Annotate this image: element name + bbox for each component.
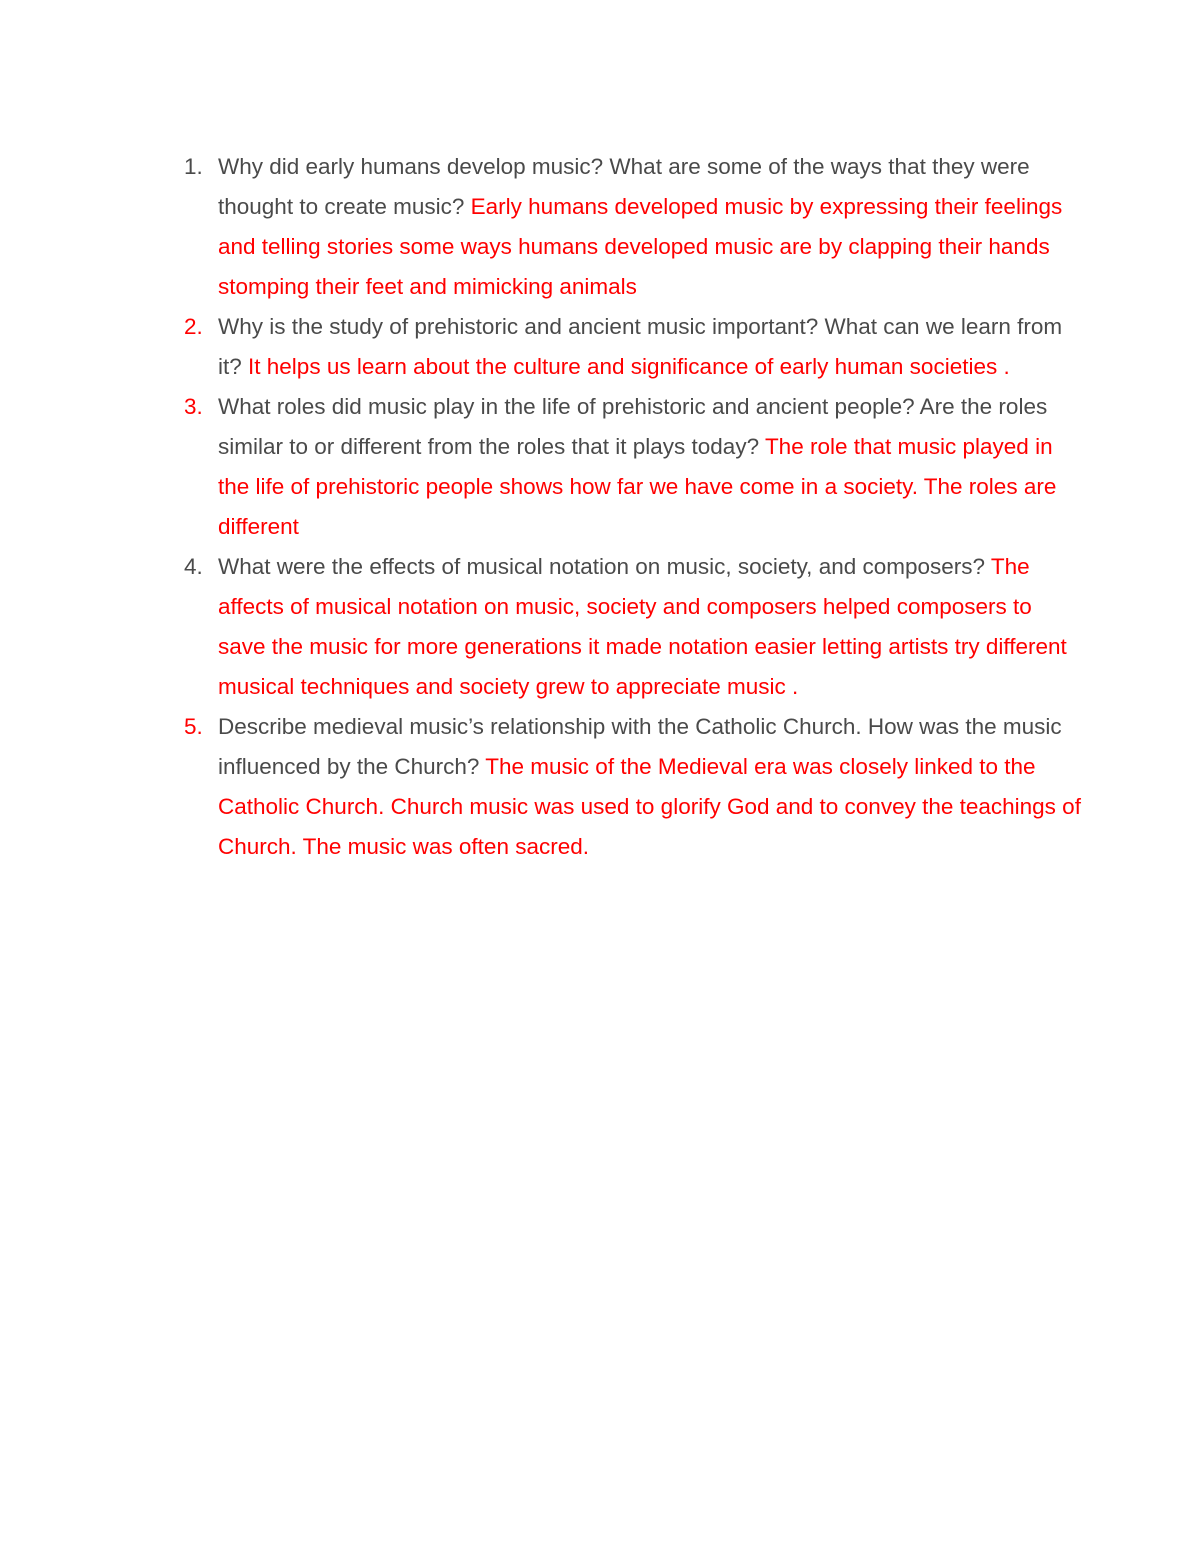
answer-text: Early humans developed music by expressing their feelings and telling stories some ways humans developed music are by clapping their hands stomping their feet and mimicking animals — [218, 194, 1063, 299]
list-item — [184, 707, 1084, 867]
answer-text: The music of the Medieval era was closely linked to the Catholic Church. Church music was used to glorify God and to convey the teachings of Church. The music was often sacred. — [218, 754, 1081, 859]
list-item — [184, 547, 1084, 707]
item-number: 3. — [184, 394, 203, 419]
list-item — [184, 387, 1084, 547]
answer-text: It helps us learn about the culture and significance of early human societies . — [248, 354, 1010, 379]
list-item — [184, 147, 1084, 307]
list-item — [184, 307, 1084, 387]
item-number: 2. — [184, 314, 203, 339]
item-number: 5. — [184, 714, 203, 739]
question-answer-list — [184, 147, 1084, 867]
question-text: Why did early humans develop music? What are some of the ways that they were thought to create music? — [218, 154, 1030, 219]
answer-text: The role that music played in the life of prehistoric people shows how far we have come in a society. The roles are different — [218, 434, 1057, 539]
item-number: 1. — [184, 154, 203, 179]
question-text: What were the effects of musical notation on music, society, and composers? — [218, 554, 986, 579]
item-number: 4. — [184, 554, 203, 579]
question-text: What roles did music play in the life of prehistoric and ancient people? Are the roles similar to or different from the roles that it plays today? — [218, 394, 1048, 459]
question-text: Why is the study of prehistoric and ancient music important? What can we learn from it? — [218, 314, 1063, 379]
answer-text: The affects of musical notation on music, society and composers helped composers to save the music for more generations it made notation easier letting artists try different musical techniques and society grew to appreciate music . — [218, 554, 1067, 699]
question-text: Describe medieval music’s relationship with the Catholic Church. How was the music influenced by the Church? — [218, 714, 1062, 779]
